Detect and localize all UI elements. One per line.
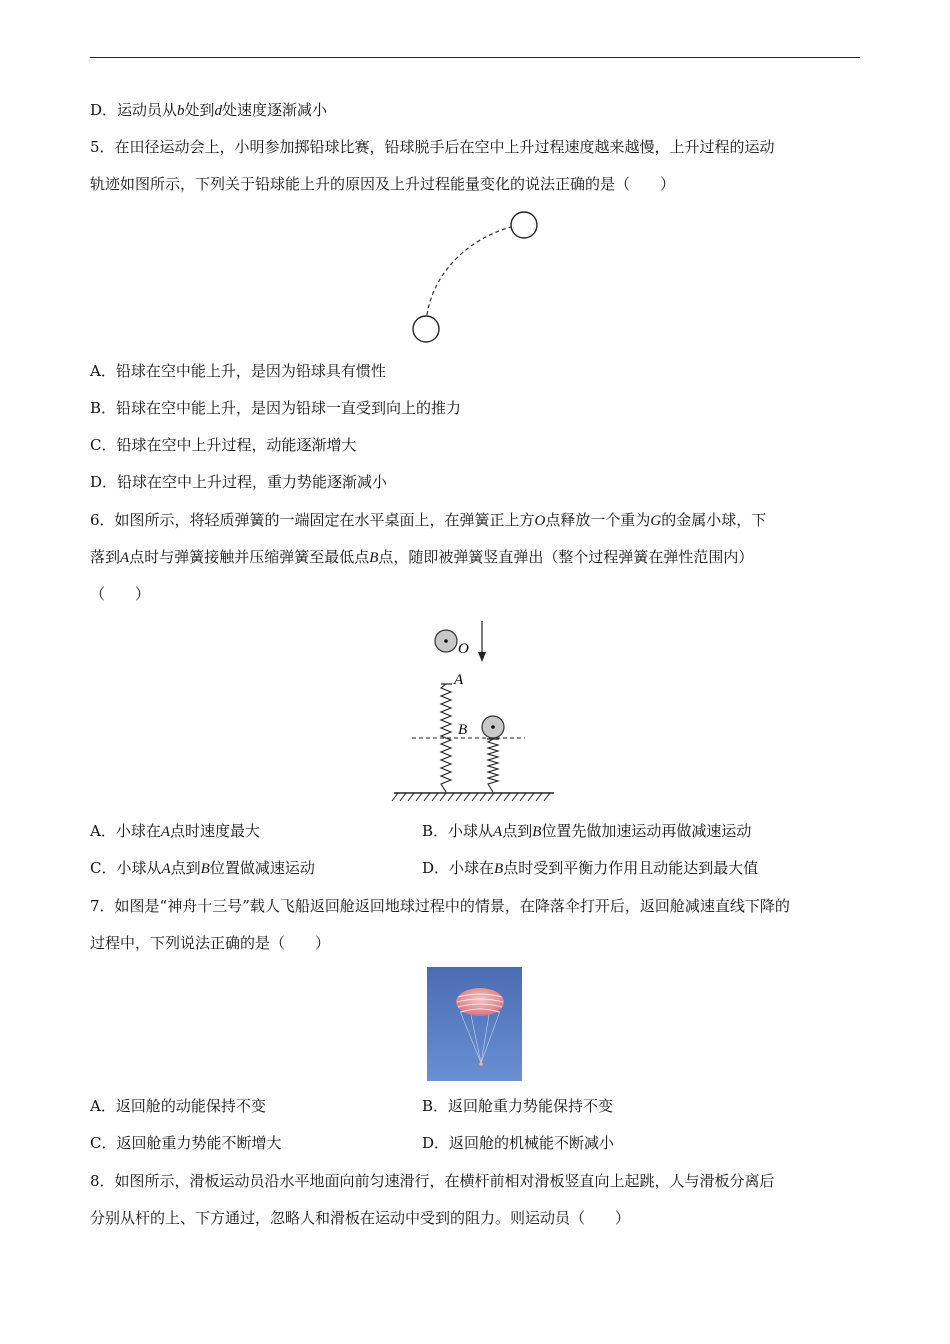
text: 落到: [90, 548, 121, 566]
shot-put-ball-top: [511, 212, 537, 238]
var-a: A: [160, 824, 171, 840]
var-b: B: [494, 861, 504, 877]
q5-stem-line-1: 5．在田径运动会上，小明参加掷铅球比赛，铅球脱手后在空中上升过程速度越来越慢，上升过程的运动: [90, 138, 775, 156]
text: 6．如图所示，将轻质弹簧的一端固定在水平桌面上，在弹簧正上方: [90, 511, 535, 529]
var-b: B: [532, 824, 542, 840]
shot-put-ball-bottom: [413, 316, 439, 342]
shot-put-trajectory-figure: [405, 205, 545, 350]
q5-stem-line-2: 轨迹如图所示，下列关于铅球能上升的原因及上升过程能量变化的说法正确的是（ ）: [90, 175, 676, 193]
q6-stem-line-2: [90, 547, 753, 568]
q8-stem-line-2: 分别从杆的上、下方通过，忽略人和滑板在运动中受到的阻力。则运动员（ ）: [90, 1209, 631, 1227]
q7-option-a: A．返回舱的动能保持不变: [90, 1097, 266, 1115]
text: B．小球从: [422, 822, 494, 840]
text: D．运动员从: [90, 101, 178, 119]
text: 处到: [184, 101, 215, 119]
q7-stem-line-1: 7．如图是“神舟十三号”载人飞船返回舱返回地球过程中的情景，在降落伞打开后，返回舱减速直线下降的: [90, 897, 790, 915]
header-rule: [90, 57, 860, 58]
ball-center-dot: [444, 639, 448, 643]
text: 位置先做加速运动再做减速运动: [541, 822, 752, 840]
text: 点时受到平衡力作用且动能达到最大值: [503, 859, 759, 877]
text: 点到: [502, 822, 533, 840]
label-b: B: [458, 722, 468, 738]
text: 处速度逐渐减小: [222, 101, 328, 119]
q5-option-c: C．铅球在空中上升过程，动能逐渐增大: [90, 436, 357, 454]
text: 点到: [170, 859, 201, 877]
q4-option-d: [90, 100, 327, 121]
label-a: A: [454, 672, 464, 688]
var-b: B: [369, 550, 379, 566]
q5-option-b: B．铅球在空中能上升，是因为铅球一直受到向上的推力: [90, 399, 462, 417]
text: 点时与弹簧接触并压缩弹簧至最低点: [129, 548, 370, 566]
text: 点时速度最大: [170, 822, 261, 840]
label-o: O: [458, 641, 469, 657]
text: 的金属小球，下: [661, 511, 767, 529]
ball-b-center-dot: [491, 725, 495, 729]
var-a: A: [120, 550, 130, 566]
q6-stem-line-3: （ ）: [90, 585, 151, 603]
q6-option-c: [90, 858, 315, 879]
text: C．小球从: [90, 859, 162, 877]
spring-ball-figure: [390, 618, 560, 808]
arrow-head: [478, 652, 486, 662]
text: D．小球在: [422, 859, 495, 877]
q7-option-d: D．返回舱的机械能不断减小: [422, 1134, 615, 1152]
var-a: A: [161, 861, 171, 877]
ground-hatching: [392, 793, 550, 801]
trajectory-dashed-curve: [427, 227, 511, 315]
sky-background: [427, 967, 522, 1081]
q5-option-d: D．铅球在空中上升过程，重力势能逐渐减小: [90, 473, 388, 491]
q7-stem-line-2: 过程中，下列说法正确的是（ ）: [90, 934, 331, 952]
q8-stem-line-1: 8．如图所示，滑板运动员沿水平地面向前匀速滑行，在横杆前相对滑板竖直向上起跳，人与滑板分离后: [90, 1172, 775, 1190]
var-b: B: [200, 861, 210, 877]
var-o: O: [534, 513, 546, 529]
q6-option-a: [90, 821, 260, 842]
var-d: d: [214, 103, 223, 119]
q6-option-d: [422, 858, 758, 879]
q7-option-c: C．返回舱重力势能不断增大: [90, 1134, 282, 1152]
q7-option-b: B．返回舱重力势能保持不变: [422, 1097, 614, 1115]
text: 点释放一个重为: [545, 511, 651, 529]
text: 点，随即被弹簧竖直弹出（整个过程弹簧在弹性范围内）: [378, 548, 754, 566]
q6-option-b: [422, 821, 751, 842]
q6-stem-line-1: [90, 510, 766, 531]
var-b: b: [177, 103, 185, 119]
text: 位置做减速运动: [209, 859, 315, 877]
q5-option-a: A．铅球在空中能上升，是因为铅球具有惯性: [90, 362, 386, 380]
parachute-photo: [427, 967, 522, 1081]
spring-compressed: [488, 739, 498, 792]
text: A．小球在: [90, 822, 161, 840]
return-capsule: [479, 1062, 483, 1066]
var-a: A: [493, 824, 503, 840]
var-g: G: [650, 513, 662, 529]
